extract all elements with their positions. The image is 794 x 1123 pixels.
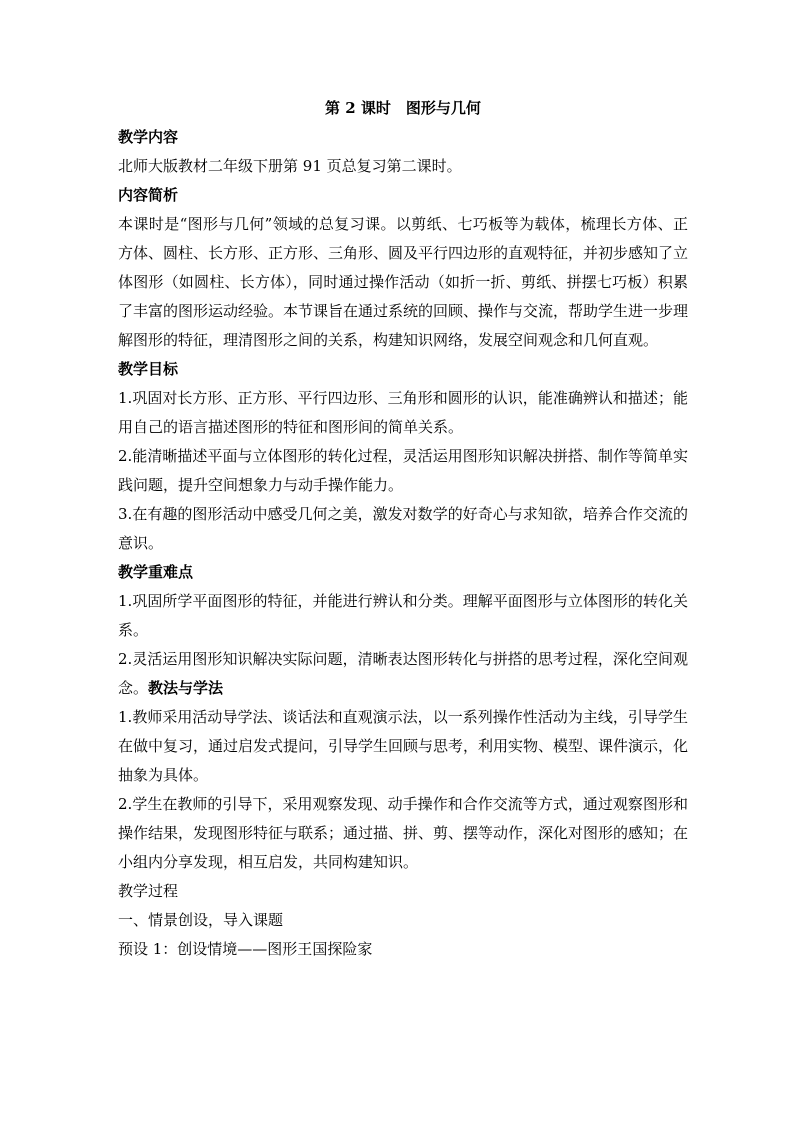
objectives-heading: 教学目标 <box>118 360 179 378</box>
process-heading: 教学过程 <box>118 882 179 900</box>
content-analysis-heading: 内容简析 <box>118 186 179 204</box>
document-body <box>118 94 688 964</box>
key-points-heading: 教学重难点 <box>118 563 194 581</box>
teaching-content-text: 北师大版教材二年级下册第 91 页总复习第二课时。 <box>118 157 462 175</box>
content-analysis-text: 本课时是“图形与几何”领域的总复习课。以剪纸、七巧板等为载体，梳理长方体、正方体、圆柱、长方形、正方形、三角形、圆及平行四边形的直观特征，并初步感知了立体图形（如圆柱、长方体），同时通过操作活动（如折一折、剪纸、拼摆七巧板）积累了丰富的图形运动经验。本节课旨在通过系统的回顾、操作与交流，帮助学生进一步理解图形的特征，理清图形之间的关系，构建知识网络，发展空间观念和几何直观。 <box>118 215 689 349</box>
objective-item: 1.巩固对长方形、正方形、平行四边形、三角形和圆形的认识，能准确辨认和描述；能用自己的语言描述图形的特征和图形间的简单关系。 <box>118 389 688 436</box>
process-step: 一、情景创设，导入课题 <box>118 911 284 929</box>
objective-item: 3.在有趣的图形活动中感受几何之美，激发对数学的好奇心与求知欲，培养合作交流的意识。 <box>118 505 688 552</box>
method-item: 1.教师采用活动导学法、谈话法和直观演示法，以一系列操作性活动为主线，引导学生在做中复习，通过启发式提问，引导学生回顾与思考，利用实物、模型、课件演示，化抽象为具体。 <box>118 708 689 784</box>
method-item: 2.学生在教师的引导下，采用观察发现、动手操作和合作交流等方式，通过观察图形和操作结果，发现图形特征与联系；通过描、拼、剪、摆等动作，深化对图形的感知；在小组内分享发现，相互启发，共同构建知识。 <box>118 795 689 871</box>
key-point-item <box>118 645 688 703</box>
teaching-content-heading: 教学内容 <box>118 128 179 146</box>
key-point-2-text: 2.灵活运用图形知识解决实际问题，清晰表达图形转化与拼搭的思考过程，深化空间观念。 <box>118 650 688 697</box>
page-title: 第 2 课时 图形与几何 <box>325 99 481 117</box>
methods-heading: 教法与学法 <box>148 679 224 697</box>
key-point-item: 1.巩固所学平面图形的特征，并能进行辨认和分类。理解平面图形与立体图形的转化关系。 <box>118 592 688 639</box>
objective-item: 2.能清晰描述平面与立体图形的转化过程，灵活运用图形知识解决拼搭、制作等简单实践问题，提升空间想象力与动手操作能力。 <box>118 447 688 494</box>
process-preset: 预设 1：创设情境——图形王国探险家 <box>118 940 373 958</box>
